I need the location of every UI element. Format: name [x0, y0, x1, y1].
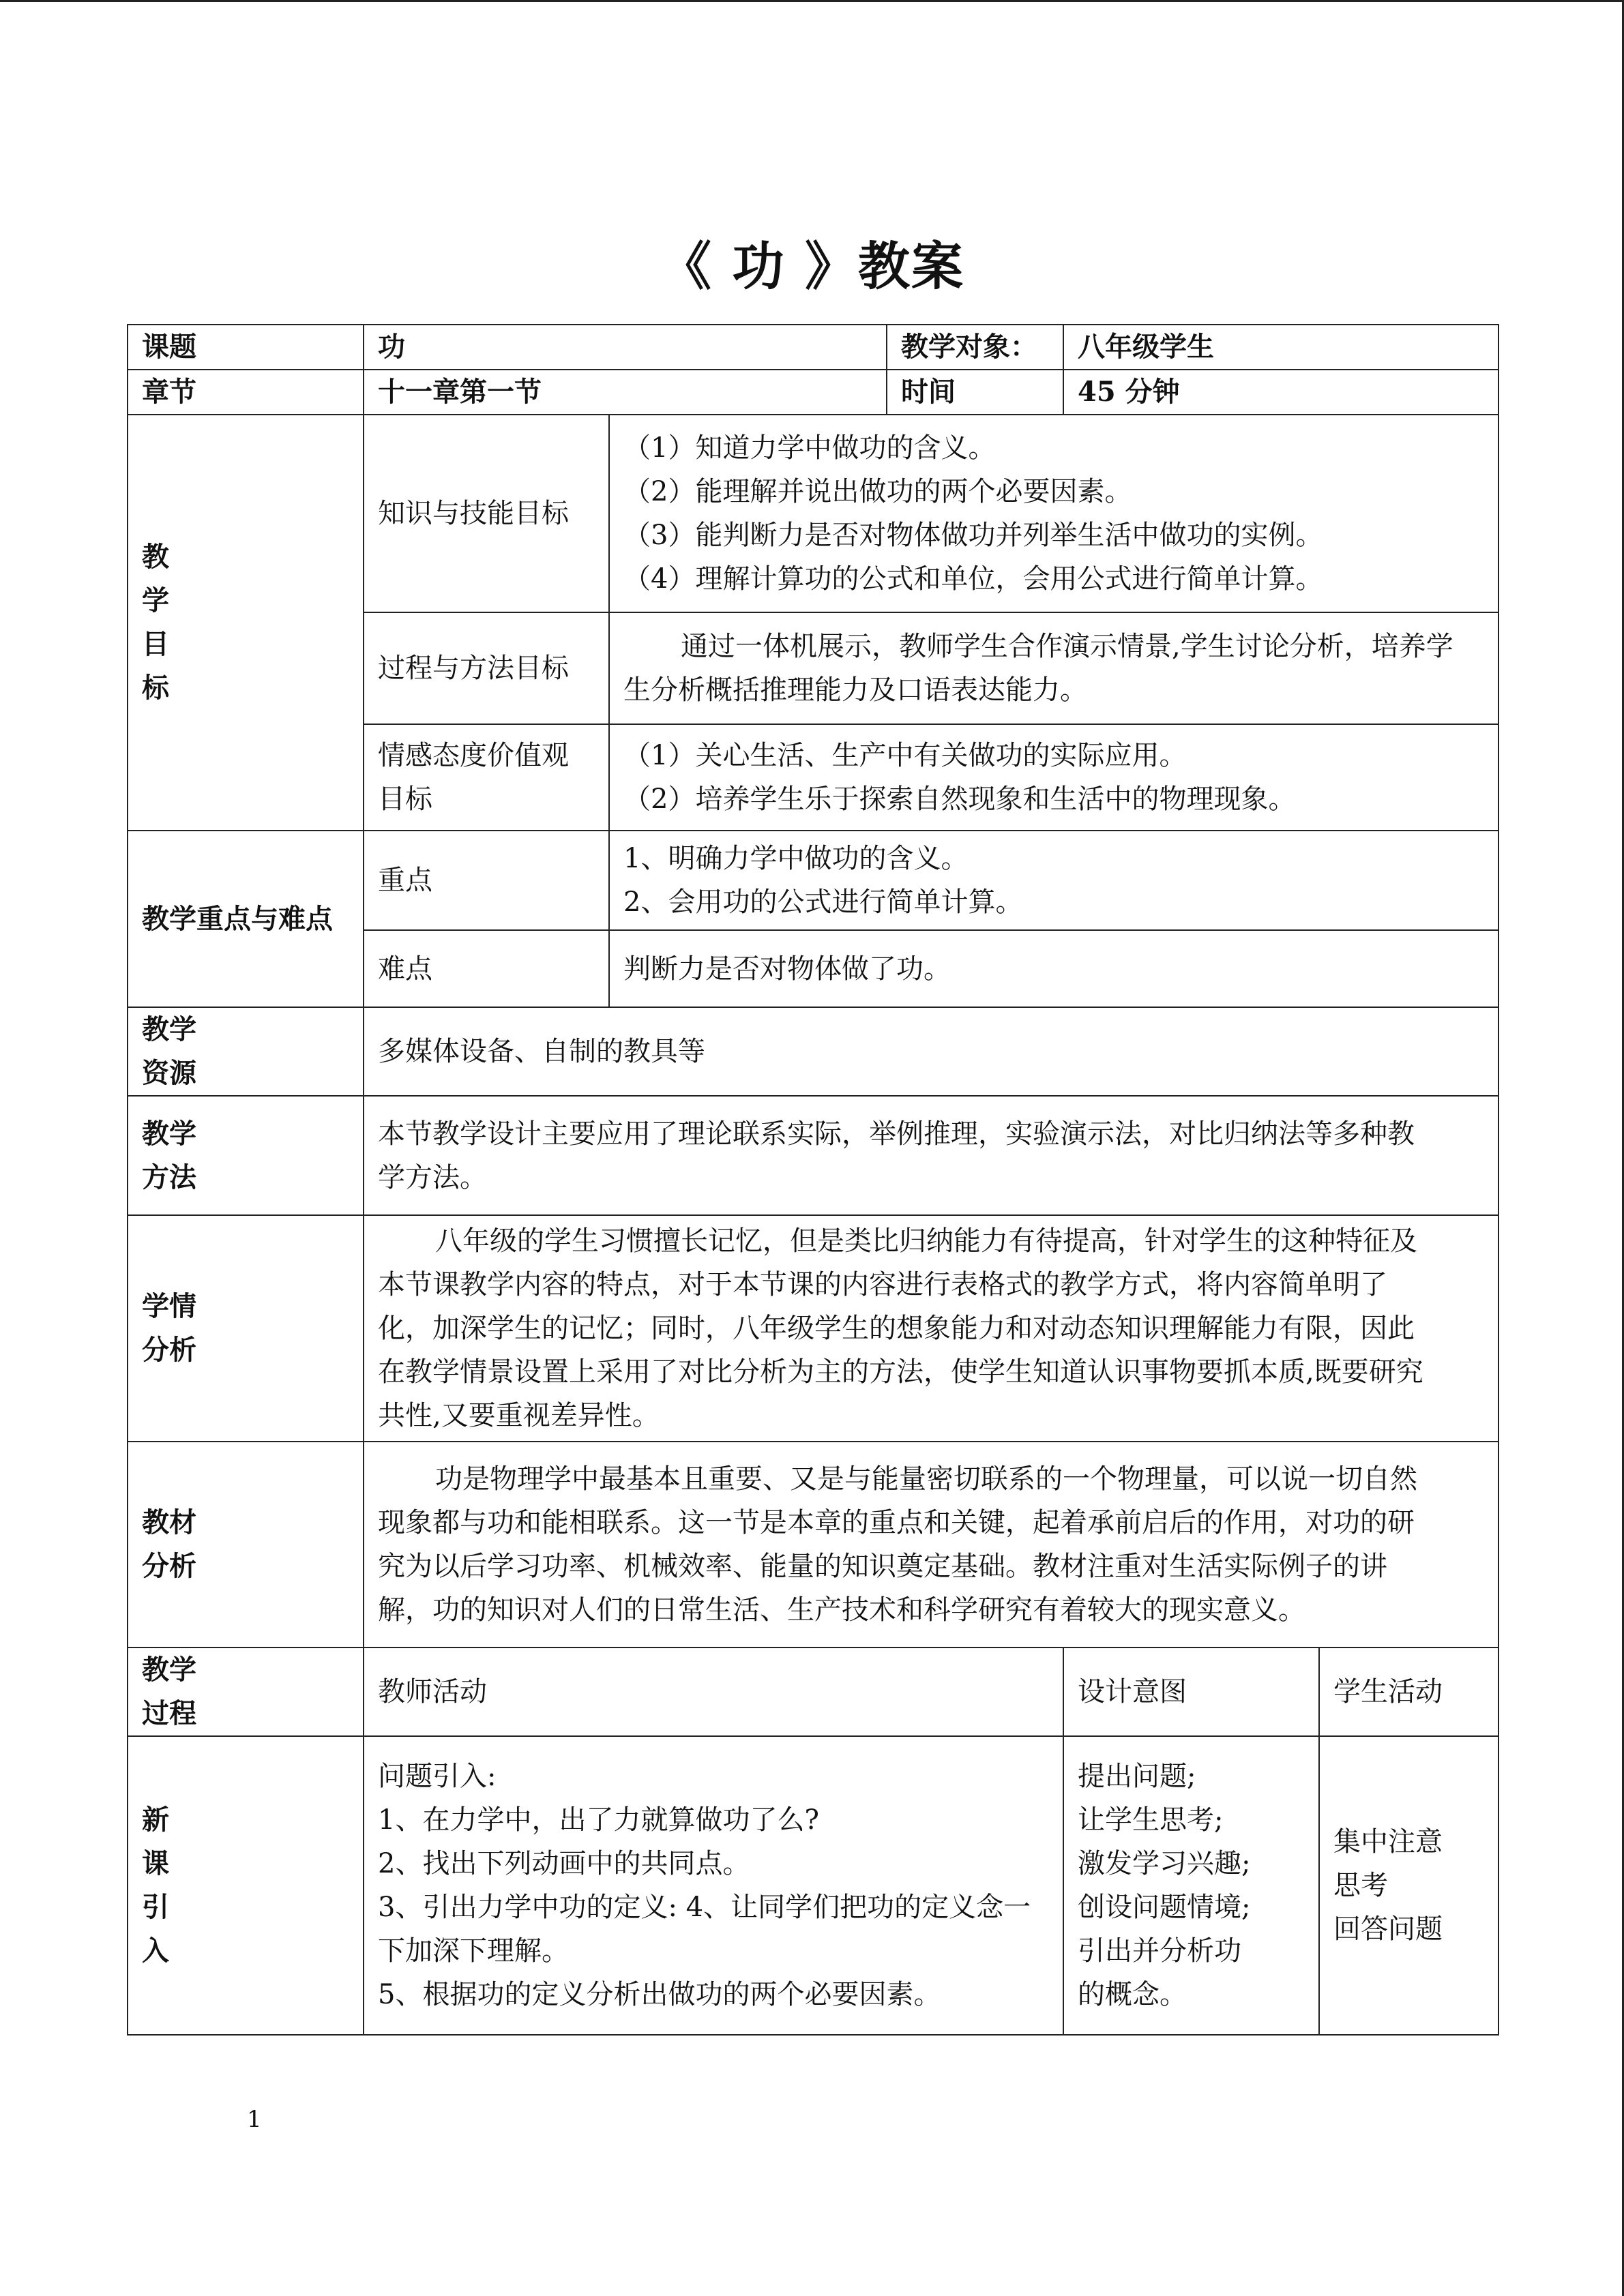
intro-label-char: 新 — [142, 1804, 169, 1836]
methods-row — [128, 1096, 1498, 1215]
student-analysis-label — [128, 1215, 364, 1442]
text-line: 下加深下理解。 — [378, 1935, 569, 1967]
page-title: 《 功 》教案 — [660, 236, 964, 297]
process-goal-label: 过程与方法目标 — [364, 612, 609, 724]
audience-label: 教学对象： — [887, 325, 1063, 370]
knowledge-label: 知识与技能目标 — [364, 415, 609, 612]
objectives-label-char: 学 — [142, 584, 169, 616]
label-line: 教学 — [142, 1654, 196, 1686]
list-item: （2）培养学生乐于探索自然现象和生活中的物理现象。 — [623, 784, 1296, 815]
text-line: 回答问题 — [1333, 1913, 1443, 1945]
text-line: 问题引入: — [378, 1761, 497, 1792]
text-line: 2、找出下列动画中的共同点。 — [378, 1848, 750, 1879]
intro-label-char: 课 — [142, 1847, 169, 1879]
focus-row — [128, 831, 1498, 930]
label-line: 分析 — [142, 1550, 196, 1582]
methods-text — [364, 1096, 1498, 1215]
text-line: 的概念。 — [1078, 1979, 1187, 2010]
resources-text: 多媒体设备、自制的教具等 — [364, 1007, 1498, 1096]
text-line: 激发学习兴趣; — [1078, 1848, 1251, 1879]
text-line: 在教学情景设置上采用了对比分析为主的方法，使学生知道认识事物要抓本质,既要研究 — [378, 1356, 1423, 1388]
student-analysis-row — [128, 1215, 1498, 1442]
text-line: 学方法。 — [378, 1161, 487, 1193]
text-line: 生分析概括推理能力及口语表达能力。 — [623, 674, 1087, 706]
process-label — [128, 1648, 364, 1736]
material-analysis-text — [364, 1442, 1498, 1648]
text-line: 思考 — [1333, 1870, 1388, 1901]
chapter-value: 十一章第一节 — [364, 370, 887, 415]
design-intent-header: 设计意图 — [1063, 1648, 1319, 1736]
topic-row — [128, 325, 1498, 370]
label-line: 分析 — [142, 1334, 196, 1366]
text-line: 创设问题情境; — [1078, 1892, 1251, 1923]
intro-teacher-activity — [364, 1736, 1063, 2035]
page-border-top — [0, 0, 1624, 2]
topic-value: 功 — [364, 325, 887, 370]
emotion-goal-label — [364, 724, 609, 831]
text-line: 引出并分析功 — [1078, 1935, 1241, 1967]
intro-label-char: 入 — [142, 1935, 169, 1967]
topic-label: 课题 — [128, 325, 364, 370]
objectives-label-char: 标 — [142, 672, 169, 704]
process-goal-text — [609, 612, 1498, 724]
label-line: 目标 — [378, 784, 432, 815]
material-analysis-label — [128, 1442, 364, 1648]
list-item: （4）理解计算功的公式和单位，会用公式进行简单计算。 — [623, 563, 1323, 595]
text-line: 八年级的学生习惯擅长记忆，但是类比归纳能力有待提高，针对学生的这种特征及 — [435, 1225, 1417, 1257]
label-line: 教学 — [142, 1013, 196, 1045]
key-points-label: 教学重点与难点 — [128, 831, 364, 1007]
list-item: 1、明确力学中做功的含义。 — [623, 843, 969, 874]
teacher-activity-header: 教师活动 — [364, 1648, 1063, 1736]
intro-label-char: 引 — [142, 1891, 169, 1923]
process-header-row — [128, 1648, 1498, 1736]
focus-items — [609, 831, 1498, 930]
text-line: 本节课教学内容的特点，对于本节课的内容进行表格式的教学方式，将内容简单明了 — [378, 1269, 1387, 1300]
label-line: 过程 — [142, 1697, 196, 1729]
label-line: 资源 — [142, 1057, 196, 1089]
text-line: 1、在力学中，出了力就算做功了么? — [378, 1804, 819, 1836]
text-line: 化，加深学生的记忆；同时，八年级学生的想象能力和对动态知识理解能力有限，因此 — [378, 1313, 1415, 1344]
list-item: （2）能理解并说出做功的两个必要因素。 — [623, 476, 1132, 507]
list-item: （3）能判断力是否对物体做功并列举生活中做功的实例。 — [623, 520, 1323, 551]
emotion-goal-items — [609, 724, 1498, 831]
list-item: 2、会用功的公式进行简单计算。 — [623, 886, 1023, 918]
lesson-plan-table — [127, 324, 1499, 2036]
chapter-row — [128, 370, 1498, 415]
list-item: （1）关心生活、生产中有关做功的实际应用。 — [623, 740, 1187, 771]
objectives-label — [128, 415, 364, 831]
text-line: 通过一体机展示，教师学生合作演示情景,学生讨论分析，培养学 — [681, 631, 1453, 662]
audience-value: 八年级学生 — [1063, 325, 1498, 370]
text-line: 让学生思考; — [1078, 1804, 1224, 1836]
knowledge-items — [609, 415, 1498, 612]
time-label: 时间 — [887, 370, 1063, 415]
text-line: 提出问题; — [1078, 1761, 1196, 1792]
material-analysis-row — [128, 1442, 1498, 1648]
label-line: 方法 — [142, 1161, 196, 1193]
difficulty-label: 难点 — [364, 930, 609, 1007]
text-line: 解，功的知识对人们的日常生活、生产技术和科学研究有着较大的现实意义。 — [378, 1594, 1305, 1626]
list-item: （1）知道力学中做功的含义。 — [623, 432, 996, 464]
student-activity-header: 学生活动 — [1319, 1648, 1498, 1736]
label-line: 教学 — [142, 1117, 196, 1150]
objectives-label-char: 教 — [142, 541, 169, 573]
resources-label — [128, 1007, 364, 1096]
label-line: 学情 — [142, 1290, 196, 1322]
knowledge-row — [128, 415, 1498, 612]
student-analysis-text — [364, 1215, 1498, 1442]
label-line: 教材 — [142, 1506, 196, 1538]
focus-label: 重点 — [364, 831, 609, 930]
label-line: 情感态度价值观 — [378, 740, 569, 771]
text-line: 集中注意 — [1333, 1826, 1443, 1858]
page-number: 1 — [247, 2106, 262, 2133]
resources-row — [128, 1007, 1498, 1096]
text-line: 究为以后学习功率、机械效率、能量的知识奠定基础。教材注重对生活实际例子的讲 — [378, 1551, 1387, 1582]
text-line: 功是物理学中最基本且重要、又是与能量密切联系的一个物理量，可以说一切自然 — [435, 1463, 1417, 1495]
intro-row — [128, 1736, 1498, 2035]
text-line: 现象都与功和能相联系。这一节是本章的重点和关键，起着承前启后的作用，对功的研 — [378, 1507, 1415, 1538]
time-value: 45 分钟 — [1063, 370, 1498, 415]
intro-student-activity — [1319, 1736, 1498, 2035]
text-line: 本节教学设计主要应用了理论联系实际，举例推理，实验演示法，对比归纳法等多种教 — [378, 1118, 1415, 1150]
intro-design-intent — [1063, 1736, 1319, 2035]
intro-label — [128, 1736, 364, 2035]
text-line: 5、根据功的定义分析出做功的两个必要因素。 — [378, 1979, 941, 2010]
text-line: 共性,又要重视差异性。 — [378, 1400, 660, 1431]
methods-label — [128, 1096, 364, 1215]
chapter-label: 章节 — [128, 370, 364, 415]
text-line: 3、引出力学中功的定义: 4、让同学们把功的定义念一 — [378, 1892, 1031, 1923]
objectives-label-char: 目 — [142, 628, 169, 660]
difficulty-text: 判断力是否对物体做了功。 — [609, 930, 1498, 1007]
